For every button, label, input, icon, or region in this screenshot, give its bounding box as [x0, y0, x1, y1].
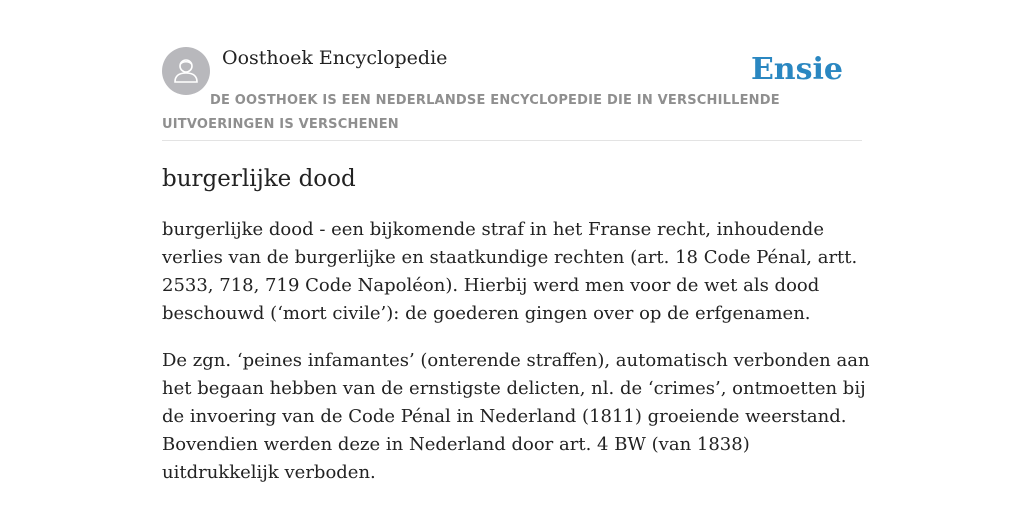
article-paragraph: burgerlijke dood - een bijkomende straf in het Franse recht, inhoudende verlies van de burgerlijke en staatkundige rechten (art. 18 Code Pénal, artt. 2533, 718, 719 Code Napoléon). Hierbij werd men voor de wet als dood beschouwd (‘mort civile’): de goederen gingen over op de erfgenamen.: [162, 219, 858, 324]
user-avatar-icon[interactable]: [162, 47, 210, 95]
article-headword: burgerlijke dood: [162, 166, 356, 192]
source-title[interactable]: Oosthoek Encyclopedie: [222, 47, 448, 69]
source-header: [162, 45, 862, 141]
article-paragraph: De zgn. ‘peines infamantes’ (onterende straffen), automatisch verbonden aan het begaan hebben van de ernstigste delicten, nl. de ‘crimes’, ontmoetten bij de invoering van de Code Pénal in Nederland (1811) groeiende weerstand. Bovendien werden deze in Nederland door art. 4 BW (van 1838) uitdrukkelijk verboden.: [162, 350, 870, 483]
brand-logo[interactable]: Ensie: [750, 52, 843, 87]
source-description: DE OOSTHOEK IS EEN NEDERLANDSE ENCYCLOPEDIE DIE IN VERSCHILLENDE UITVOERINGEN IS VERSCHENEN: [162, 93, 780, 132]
article-body: [162, 216, 872, 506]
